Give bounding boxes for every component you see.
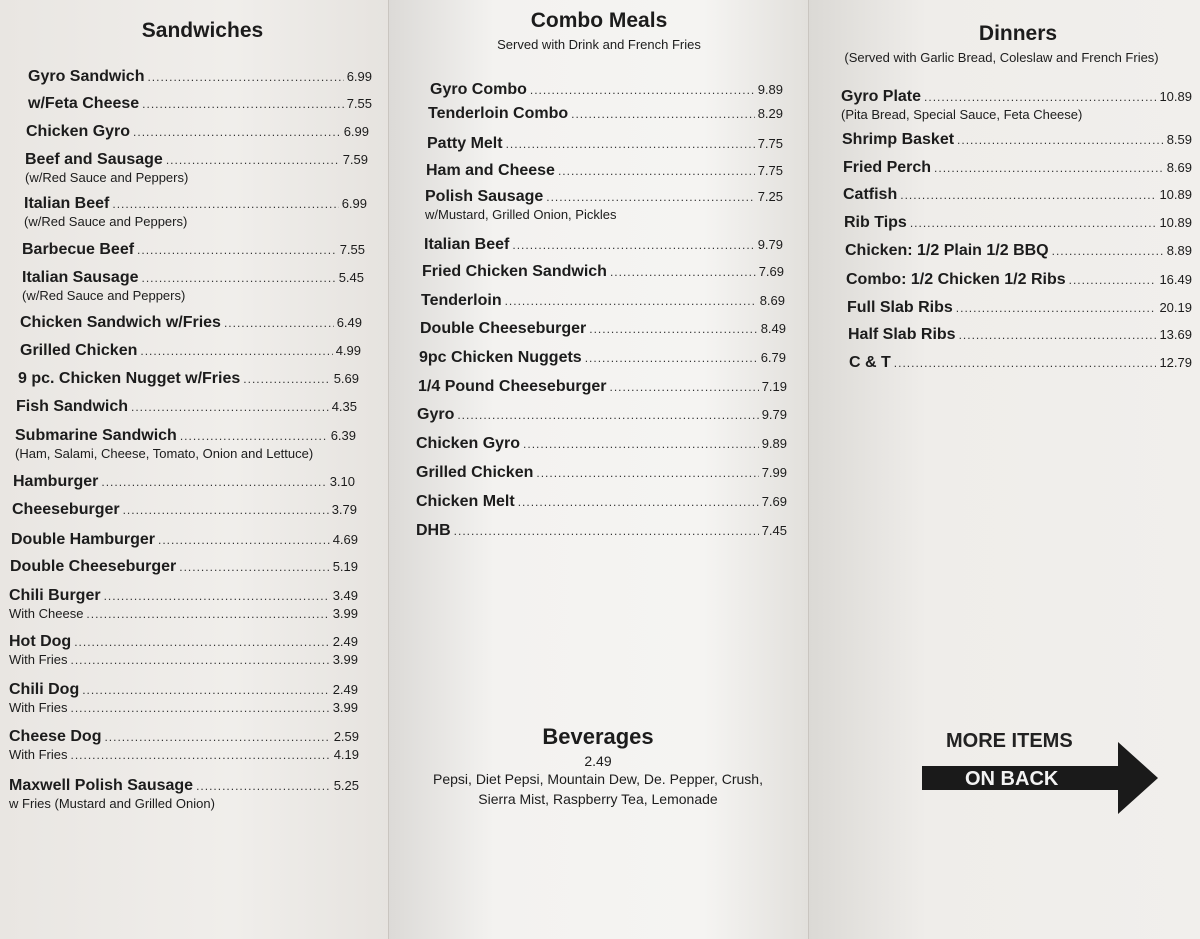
item-price: 7.99 xyxy=(761,465,787,480)
item-name: Double Cheeseburger xyxy=(10,558,177,575)
menu-item xyxy=(20,341,361,361)
item-price: 6.99 xyxy=(341,196,367,211)
dot-leader xyxy=(546,188,754,207)
menu-item xyxy=(418,377,787,397)
dot-leader xyxy=(512,236,754,255)
menu-item xyxy=(841,87,1192,123)
dot-leader xyxy=(959,326,1157,345)
item-name: Gyro Combo xyxy=(430,81,527,98)
item-name: Polish Sausage xyxy=(425,188,544,205)
item-name: Gyro Plate xyxy=(841,88,922,105)
item-name: DHB xyxy=(416,522,451,539)
item-price: 7.55 xyxy=(339,242,365,257)
variant-price: 3.99 xyxy=(332,652,358,667)
dot-leader xyxy=(104,728,330,747)
item-name: Double Cheeseburger xyxy=(420,320,587,337)
item-price: 2.49 xyxy=(332,634,358,649)
item-price: 7.59 xyxy=(342,152,368,167)
variant-name: With Fries xyxy=(9,700,68,715)
item-price: 8.29 xyxy=(757,106,783,121)
item-price: 3.49 xyxy=(332,588,358,603)
item-price: 16.49 xyxy=(1159,272,1192,287)
menu-item xyxy=(28,67,372,87)
item-name: C & T xyxy=(849,354,891,371)
menu-item xyxy=(430,80,783,100)
beverages-list-line-2: Sierra Mist, Raspberry Tea, Lemonade xyxy=(478,791,718,807)
menu-item xyxy=(12,500,357,520)
dot-leader xyxy=(900,186,1156,205)
variant-name: With Cheese xyxy=(9,606,84,621)
menu-item xyxy=(416,521,787,541)
item-name: Catfish xyxy=(843,186,898,203)
menu-item xyxy=(428,104,783,124)
item-description: (w/Red Sauce and Peppers) xyxy=(22,288,186,303)
variant-name: With Fries xyxy=(9,652,68,667)
menu-item xyxy=(9,776,359,812)
combo-meals-title: Combo Meals xyxy=(530,9,668,32)
item-name: Cheese Dog xyxy=(9,728,102,745)
item-name: Grilled Chicken xyxy=(20,342,138,359)
dot-leader xyxy=(956,299,1157,318)
menu-item xyxy=(18,369,359,389)
item-price: 8.69 xyxy=(1166,160,1192,175)
item-name: Gyro Sandwich xyxy=(28,68,145,85)
menu-item xyxy=(427,134,783,154)
item-name: Chili Burger xyxy=(9,587,101,604)
item-name: Double Hamburger xyxy=(11,531,156,548)
menu-item xyxy=(846,270,1192,290)
menu-item xyxy=(416,463,787,483)
item-name: Italian Beef xyxy=(424,236,510,253)
item-price: 9.79 xyxy=(761,407,787,422)
variant-name: With Fries xyxy=(9,747,68,762)
dot-leader xyxy=(957,131,1164,150)
item-name: Beef and Sausage xyxy=(25,151,163,168)
dot-leader xyxy=(505,292,757,311)
dot-leader xyxy=(243,370,330,389)
menu-item xyxy=(842,130,1192,150)
item-name: 1/4 Pound Cheeseburger xyxy=(418,378,607,395)
menu-item xyxy=(421,291,785,311)
dot-leader xyxy=(180,427,328,446)
item-name: 9pc Chicken Nuggets xyxy=(419,349,582,366)
menu-item xyxy=(9,632,358,668)
dot-leader xyxy=(530,81,755,100)
menu-item xyxy=(22,268,364,304)
menu-item xyxy=(417,405,787,425)
item-name: Italian Beef xyxy=(24,195,110,212)
menu-item xyxy=(424,235,783,255)
menu-item xyxy=(844,213,1192,233)
menu-item xyxy=(416,492,787,512)
menu-item xyxy=(843,185,1192,205)
dinners-title: Dinners xyxy=(978,22,1058,45)
menu-item xyxy=(20,313,362,333)
item-price: 5.25 xyxy=(333,778,359,793)
dot-leader xyxy=(86,606,329,622)
item-name: Rib Tips xyxy=(844,214,907,231)
dot-leader xyxy=(506,135,755,154)
item-name: Hot Dog xyxy=(9,633,72,650)
beverages-price: 2.49 xyxy=(584,753,612,769)
menu-item xyxy=(28,94,372,114)
item-name: Chicken: 1/2 Plain 1/2 BBQ xyxy=(845,242,1049,259)
item-price: 3.10 xyxy=(329,474,355,489)
item-price: 6.99 xyxy=(346,69,372,84)
sandwiches-title: Sandwiches xyxy=(141,19,264,42)
variant-price: 3.99 xyxy=(332,606,358,621)
item-name: Ham and Cheese xyxy=(426,162,555,179)
item-name: w/Feta Cheese xyxy=(28,95,140,112)
dot-leader xyxy=(558,162,755,181)
item-price: 9.89 xyxy=(761,436,787,451)
dot-leader xyxy=(147,68,343,87)
dot-leader xyxy=(518,493,759,512)
menu-item xyxy=(425,187,783,223)
item-name: Italian Sausage xyxy=(22,269,139,286)
dot-leader xyxy=(142,269,336,288)
dot-leader xyxy=(133,123,341,142)
item-description: w/Mustard, Grilled Onion, Pickles xyxy=(425,207,617,222)
item-price: 7.69 xyxy=(758,264,784,279)
dot-leader xyxy=(179,558,329,577)
dot-leader xyxy=(101,473,326,492)
item-name: Chicken Sandwich w/Fries xyxy=(20,314,221,331)
dot-leader xyxy=(82,681,329,700)
dot-leader xyxy=(166,151,340,170)
menu-item xyxy=(416,434,787,454)
item-name: Full Slab Ribs xyxy=(847,299,953,316)
dot-leader xyxy=(454,522,759,541)
item-name: Tenderloin xyxy=(421,292,502,309)
menu-item xyxy=(843,158,1192,178)
item-price: 4.69 xyxy=(332,532,358,547)
item-name: Shrimp Basket xyxy=(842,131,955,148)
item-price: 8.59 xyxy=(1166,132,1192,147)
dot-leader xyxy=(224,314,334,333)
dot-leader xyxy=(104,587,330,606)
dot-leader xyxy=(894,354,1157,373)
menu-item xyxy=(13,472,355,492)
item-price: 8.69 xyxy=(759,293,785,308)
item-price: 7.19 xyxy=(761,379,787,394)
item-name: Hamburger xyxy=(13,473,99,490)
item-price: 12.79 xyxy=(1159,355,1192,370)
item-price: 2.59 xyxy=(333,729,359,744)
beverages-list-line-1: Pepsi, Diet Pepsi, Mountain Dew, De. Pepper, Crush, xyxy=(433,771,763,787)
menu-item xyxy=(420,319,786,339)
dot-leader xyxy=(112,195,338,214)
variant-price: 4.19 xyxy=(333,747,359,762)
item-name: Tenderloin Combo xyxy=(428,105,569,122)
menu-item xyxy=(10,557,358,577)
dot-leader xyxy=(523,435,759,454)
menu-item xyxy=(9,727,359,763)
item-price: 7.69 xyxy=(761,494,787,509)
item-name: Fried Chicken Sandwich xyxy=(422,263,607,280)
variant-price: 3.99 xyxy=(332,700,358,715)
item-description: (Ham, Salami, Cheese, Tomato, Onion and Lettuce) xyxy=(15,446,314,461)
item-name: Patty Melt xyxy=(427,135,503,152)
dot-leader xyxy=(610,263,756,282)
item-price: 6.39 xyxy=(330,428,356,443)
dot-leader xyxy=(536,464,758,483)
item-name: Grilled Chicken xyxy=(416,464,534,481)
dot-leader xyxy=(196,777,331,796)
dot-leader xyxy=(934,159,1164,178)
dot-leader xyxy=(131,398,329,417)
item-price: 13.69 xyxy=(1159,327,1192,342)
menu-item xyxy=(849,353,1192,373)
item-name: 9 pc. Chicken Nugget w/Fries xyxy=(18,370,241,387)
item-price: 5.69 xyxy=(333,371,359,386)
menu-item xyxy=(11,530,358,550)
item-price: 9.89 xyxy=(757,82,783,97)
item-name: Chicken Gyro xyxy=(416,435,521,452)
menu-item xyxy=(15,426,356,462)
item-description: (w/Red Sauce and Peppers) xyxy=(25,170,189,185)
dot-leader xyxy=(71,652,330,668)
menu-item xyxy=(847,298,1192,318)
item-name: Chicken Melt xyxy=(416,493,515,510)
item-name: Chili Dog xyxy=(9,681,80,698)
menu-item xyxy=(422,262,784,282)
dot-leader xyxy=(74,633,329,652)
dot-leader xyxy=(924,88,1156,107)
dot-leader xyxy=(71,747,331,763)
item-price: 5.45 xyxy=(338,270,364,285)
item-price: 9.79 xyxy=(757,237,783,252)
item-price: 8.49 xyxy=(760,321,786,336)
item-price: 4.35 xyxy=(331,399,357,414)
menu-item xyxy=(9,586,358,622)
item-description: (Pita Bread, Special Sauce, Feta Cheese) xyxy=(841,107,1083,122)
item-price: 8.89 xyxy=(1166,243,1192,258)
item-description: w Fries (Mustard and Grilled Onion) xyxy=(9,796,215,811)
menu-item xyxy=(845,241,1192,261)
dot-leader xyxy=(589,320,757,339)
dot-leader xyxy=(610,378,759,397)
item-name: Maxwell Polish Sausage xyxy=(9,777,194,794)
dot-leader xyxy=(1052,242,1164,261)
item-price: 7.75 xyxy=(757,136,783,151)
item-price: 2.49 xyxy=(332,682,358,697)
dot-leader xyxy=(585,349,758,368)
dinners-subtitle: (Served with Garlic Bread, Coleslaw and French Fries) xyxy=(844,50,1159,65)
menu-item xyxy=(25,150,368,186)
dot-leader xyxy=(158,531,330,550)
beverages-title: Beverages xyxy=(542,724,654,749)
item-price: 6.49 xyxy=(336,315,362,330)
dot-leader xyxy=(571,105,755,124)
item-price: 10.89 xyxy=(1159,187,1192,202)
more-items-label: MORE ITEMS xyxy=(946,730,1073,752)
menu-item xyxy=(848,325,1192,345)
dot-leader xyxy=(457,406,758,425)
dot-leader xyxy=(71,700,330,716)
menu-item xyxy=(419,348,786,368)
item-price: 3.79 xyxy=(331,502,357,517)
item-price: 5.19 xyxy=(332,559,358,574)
dot-leader xyxy=(123,501,329,520)
item-name: Half Slab Ribs xyxy=(848,326,956,343)
menu-item xyxy=(16,397,357,417)
item-name: Chicken Gyro xyxy=(26,123,131,140)
dot-leader xyxy=(910,214,1157,233)
menu-item xyxy=(22,240,365,260)
item-price: 6.79 xyxy=(760,350,786,365)
menu-item xyxy=(26,122,369,142)
menu-item xyxy=(426,161,783,181)
item-description: (w/Red Sauce and Peppers) xyxy=(24,214,188,229)
item-price: 7.75 xyxy=(757,163,783,178)
item-price: 20.19 xyxy=(1159,300,1192,315)
dot-leader xyxy=(140,342,332,361)
item-price: 10.89 xyxy=(1159,215,1192,230)
item-name: Gyro xyxy=(417,406,455,423)
combo-meals-subtitle: Served with Drink and French Fries xyxy=(497,37,701,52)
menu-item xyxy=(24,194,367,230)
dot-leader xyxy=(1069,271,1157,290)
item-name: Fish Sandwich xyxy=(16,398,129,415)
item-price: 4.99 xyxy=(335,343,361,358)
item-name: Cheeseburger xyxy=(12,501,120,518)
item-price: 10.89 xyxy=(1159,89,1192,104)
dot-leader xyxy=(137,241,337,260)
item-name: Barbecue Beef xyxy=(22,241,135,258)
item-price: 6.99 xyxy=(343,124,369,139)
item-name: Combo: 1/2 Chicken 1/2 Ribs xyxy=(846,271,1066,288)
item-price: 7.45 xyxy=(761,523,787,538)
menu-item xyxy=(9,680,358,716)
item-name: Submarine Sandwich xyxy=(15,427,177,444)
dot-leader xyxy=(142,95,344,114)
item-name: Fried Perch xyxy=(843,159,932,176)
item-price: 7.55 xyxy=(346,96,372,111)
on-back-label: ON BACK xyxy=(965,768,1059,790)
item-price: 7.25 xyxy=(757,189,783,204)
